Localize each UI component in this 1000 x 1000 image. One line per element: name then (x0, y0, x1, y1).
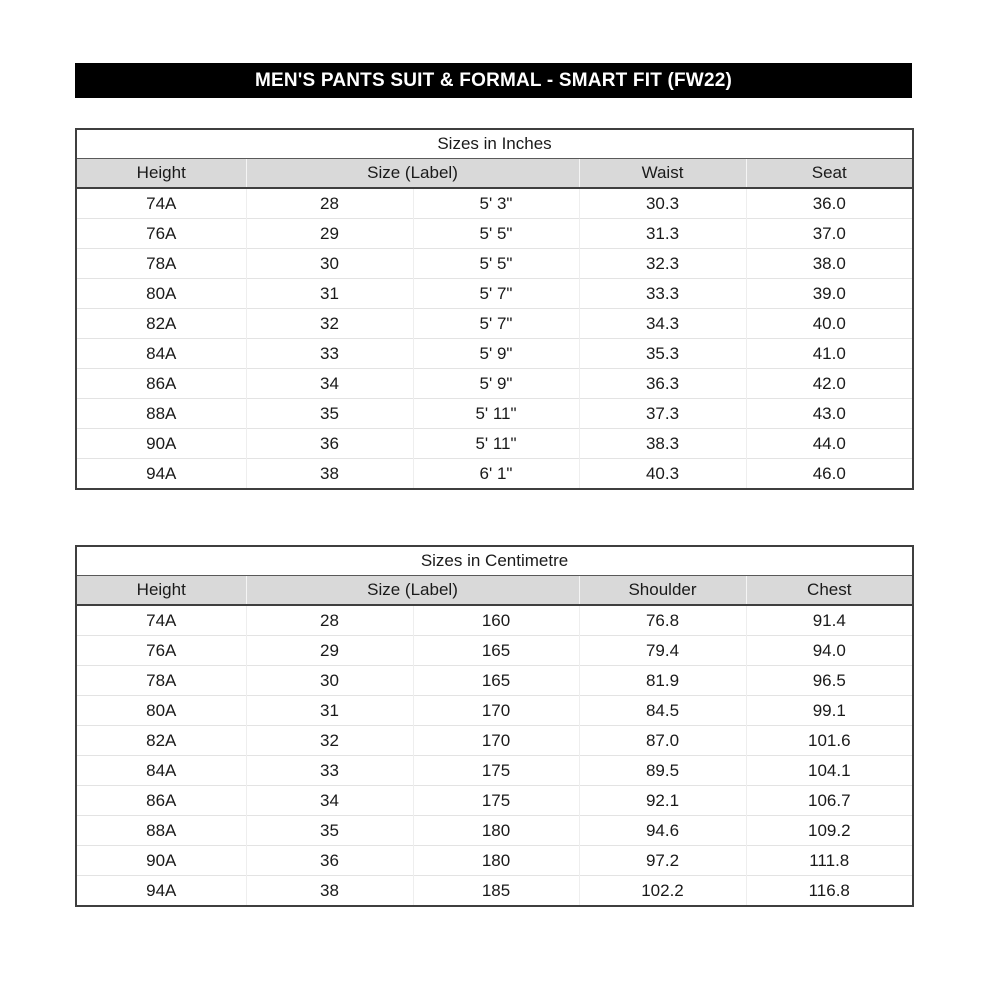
table-header-row (76, 159, 913, 189)
sizes-in-centimetre-table (75, 545, 914, 907)
table-cell: 44.0 (746, 429, 913, 459)
table-cell: 36 (246, 846, 413, 876)
table-cell: 5' 9" (413, 339, 579, 369)
sizes-in-inches-table (75, 128, 914, 490)
table-cell: 5' 5" (413, 249, 579, 279)
table-cell: 97.2 (579, 846, 746, 876)
table-cell: 5' 9" (413, 369, 579, 399)
table-cell: 78A (76, 249, 246, 279)
table-cell: 32.3 (579, 249, 746, 279)
table-cell: 175 (413, 756, 579, 786)
page-title: MEN'S PANTS SUIT & FORMAL - SMART FIT (FW22) (254, 69, 733, 91)
table-row (76, 696, 913, 726)
table-cell: 91.4 (746, 605, 913, 636)
table-cell: 35 (246, 399, 413, 429)
table-cell: 185 (413, 876, 579, 907)
table-cell: 102.2 (579, 876, 746, 907)
table-cell: 88A (76, 399, 246, 429)
table-cell: 34.3 (579, 309, 746, 339)
table-cell: 43.0 (746, 399, 913, 429)
table-cell: 34 (246, 369, 413, 399)
table-cell: 104.1 (746, 756, 913, 786)
table-cell: 88A (76, 816, 246, 846)
table-cell: 111.8 (746, 846, 913, 876)
table-cell: 31 (246, 279, 413, 309)
column-header-seat: Seat (746, 159, 913, 189)
table-title-centimetre: Sizes in Centimetre (76, 546, 913, 576)
table-cell: 160 (413, 605, 579, 636)
table-row (76, 786, 913, 816)
table-cell: 89.5 (579, 756, 746, 786)
table-cell: 92.1 (579, 786, 746, 816)
table-cell: 37.0 (746, 219, 913, 249)
column-header-height: Height (76, 159, 246, 189)
table-title-row (76, 129, 913, 159)
table-cell: 33 (246, 339, 413, 369)
table-row (76, 876, 913, 907)
table-cell: 5' 7" (413, 309, 579, 339)
column-header-waist: Waist (579, 159, 746, 189)
inches-table-body (76, 188, 913, 489)
table-cell: 76A (76, 219, 246, 249)
table-cell: 36 (246, 429, 413, 459)
table-cell: 35 (246, 816, 413, 846)
table-cell: 175 (413, 786, 579, 816)
table-cell: 79.4 (579, 636, 746, 666)
table-cell: 96.5 (746, 666, 913, 696)
table-cell: 36.3 (579, 369, 746, 399)
table-cell: 33 (246, 756, 413, 786)
table-cell: 94.6 (579, 816, 746, 846)
table-cell: 6' 1" (413, 459, 579, 490)
table-title-row (76, 546, 913, 576)
column-header-chest: Chest (746, 576, 913, 606)
table-cell: 80A (76, 279, 246, 309)
table-cell: 84A (76, 756, 246, 786)
column-header-size-label: Size (Label) (246, 159, 579, 189)
table-cell: 87.0 (579, 726, 746, 756)
table-cell: 170 (413, 696, 579, 726)
table-cell: 74A (76, 188, 246, 219)
table-cell: 5' 5" (413, 219, 579, 249)
table-cell: 84A (76, 339, 246, 369)
table-cell: 30.3 (579, 188, 746, 219)
table-cell: 36.0 (746, 188, 913, 219)
table-cell: 40.3 (579, 459, 746, 490)
table-cell: 32 (246, 309, 413, 339)
table-row (76, 666, 913, 696)
table-cell: 80A (76, 696, 246, 726)
table-row (76, 249, 913, 279)
centimetre-table-body (76, 605, 913, 906)
table-cell: 38.3 (579, 429, 746, 459)
table-cell: 99.1 (746, 696, 913, 726)
table-cell: 40.0 (746, 309, 913, 339)
table-cell: 28 (246, 188, 413, 219)
table-cell: 38 (246, 459, 413, 490)
table-cell: 180 (413, 816, 579, 846)
table-cell: 90A (76, 429, 246, 459)
table-row (76, 339, 913, 369)
table-cell: 5' 3" (413, 188, 579, 219)
table-cell: 180 (413, 846, 579, 876)
column-header-height: Height (76, 576, 246, 606)
table-cell: 82A (76, 726, 246, 756)
table-cell: 82A (76, 309, 246, 339)
table-cell: 116.8 (746, 876, 913, 907)
table-row (76, 636, 913, 666)
table-cell: 38 (246, 876, 413, 907)
table-row (76, 219, 913, 249)
table-row (76, 459, 913, 490)
table-cell: 30 (246, 249, 413, 279)
table-cell: 81.9 (579, 666, 746, 696)
table-cell: 5' 11" (413, 399, 579, 429)
table-cell: 165 (413, 636, 579, 666)
table-cell: 33.3 (579, 279, 746, 309)
table-cell: 90A (76, 846, 246, 876)
table-row (76, 816, 913, 846)
table-row (76, 188, 913, 219)
table-cell: 78A (76, 666, 246, 696)
title-banner (75, 63, 912, 98)
table-cell: 76A (76, 636, 246, 666)
table-cell: 76.8 (579, 605, 746, 636)
table-row (76, 279, 913, 309)
table-cell: 31 (246, 696, 413, 726)
table-cell: 84.5 (579, 696, 746, 726)
table-cell: 5' 11" (413, 429, 579, 459)
table-cell: 32 (246, 726, 413, 756)
table-cell: 101.6 (746, 726, 913, 756)
table-cell: 106.7 (746, 786, 913, 816)
table-cell: 46.0 (746, 459, 913, 490)
table-cell: 28 (246, 605, 413, 636)
table-row (76, 369, 913, 399)
table-cell: 165 (413, 666, 579, 696)
table-cell: 41.0 (746, 339, 913, 369)
table-cell: 170 (413, 726, 579, 756)
table-row (76, 726, 913, 756)
table-cell: 35.3 (579, 339, 746, 369)
table-title-inches: Sizes in Inches (76, 129, 913, 159)
table-cell: 74A (76, 605, 246, 636)
table-cell: 39.0 (746, 279, 913, 309)
table-cell: 34 (246, 786, 413, 816)
table-cell: 37.3 (579, 399, 746, 429)
table-cell: 29 (246, 219, 413, 249)
table-cell: 94A (76, 876, 246, 907)
table-row (76, 605, 913, 636)
table-cell: 30 (246, 666, 413, 696)
table-cell: 5' 7" (413, 279, 579, 309)
table-row (76, 429, 913, 459)
table-cell: 86A (76, 786, 246, 816)
table-header-row (76, 576, 913, 606)
column-header-shoulder: Shoulder (579, 576, 746, 606)
table-cell: 42.0 (746, 369, 913, 399)
table-cell: 38.0 (746, 249, 913, 279)
table-cell: 94.0 (746, 636, 913, 666)
table-cell: 86A (76, 369, 246, 399)
table-cell: 29 (246, 636, 413, 666)
table-cell: 31.3 (579, 219, 746, 249)
table-row (76, 309, 913, 339)
table-row (76, 756, 913, 786)
table-row (76, 399, 913, 429)
table-row (76, 846, 913, 876)
table-cell: 109.2 (746, 816, 913, 846)
column-header-size-label: Size (Label) (246, 576, 579, 606)
table-cell: 94A (76, 459, 246, 490)
